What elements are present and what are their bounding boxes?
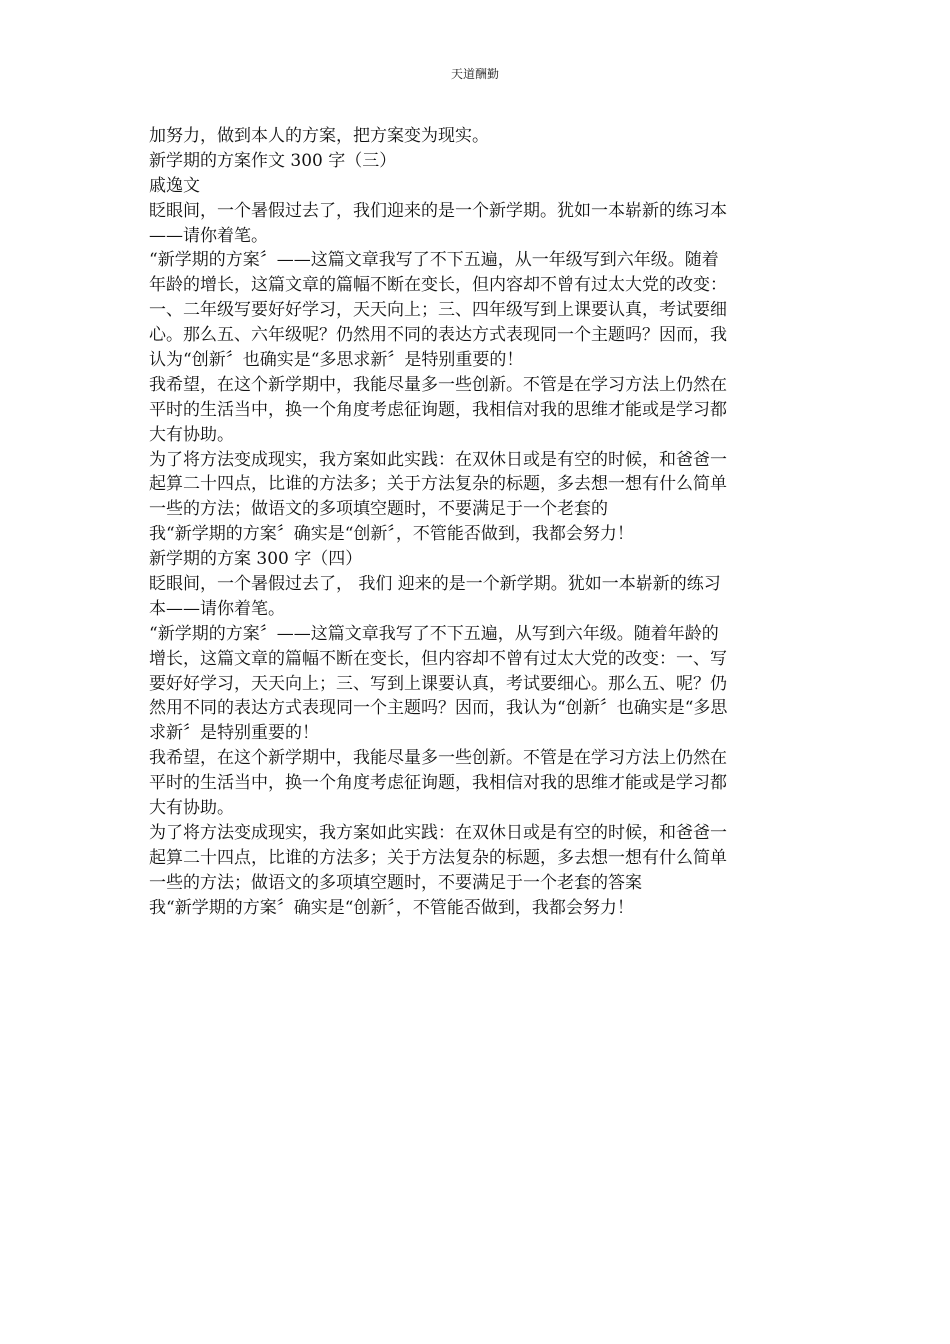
text-line: 一些的方法；做语文的多项填空题时，不要满足于一个老套的答案 [149, 872, 642, 893]
section-title: 新学期的方案 300 字（四） [149, 549, 363, 570]
text-line: 为了将方法变成现实，我方案如此实践：在双休日或是有空的时候，和爸爸一 [149, 449, 727, 470]
text-line: 增长，这篇文章的篇幅不断在变长，但内容却不曾有过太大党的改变：一、写 [149, 648, 727, 669]
text-line: ——请你着笔。 [149, 225, 268, 246]
page-header: 天道酬勤 [450, 67, 499, 81]
text-line: 然用不同的表达方式表现同一个主题吗？因而，我认为“创新〞也确实是“多思 [149, 698, 728, 719]
text-line: “新学期的方案〞——这篇文章我写了不下五遍，从写到六年级。随着年龄的 [149, 623, 719, 644]
text-line: 起算二十四点，比谁的方法多；关于方法复杂的标题，多去想一想有什么简单 [149, 474, 727, 495]
author-name: 戚逸文 [149, 175, 200, 196]
text-line: 我“新学期的方案〞确实是“创新〞，不管能否做到，我都会努力！ [149, 524, 634, 545]
text-line: 一、二年级写要好好学习，天天向上；三、四年级写到上课要认真，考试要细 [149, 300, 727, 321]
text-line: 起算二十四点，比谁的方法多；关于方法复杂的标题，多去想一想有什么简单 [149, 847, 727, 868]
text-line: 我“新学期的方案〞确实是“创新〞，不管能否做到，我都会努力！ [149, 897, 634, 918]
text-line: 为了将方法变成现实，我方案如此实践：在双休日或是有空的时候，和爸爸一 [149, 822, 727, 843]
text-line: 一些的方法；做语文的多项填空题时，不要满足于一个老套的 [149, 499, 608, 520]
text-line: 认为“创新〞也确实是“多思求新〞是特别重要的！ [149, 350, 524, 371]
text-line: 心。那么五、六年级呢？仍然用不同的表达方式表现同一个主题吗？因而，我 [149, 325, 727, 346]
text-line: 我希望，在这个新学期中，我能尽量多一些创新。不管是在学习方法上仍然在 [149, 748, 727, 769]
text-line: 求新〞是特别重要的！ [149, 723, 319, 744]
text-line: 本——请你着笔。 [149, 598, 285, 619]
text-line: 平时的生活当中，换一个角度考虑征询题，我相信对我的思维才能或是学习都 [149, 773, 727, 794]
document-body [149, 124, 801, 921]
text-line: 平时的生活当中，换一个角度考虑征询题，我相信对我的思维才能或是学习都 [149, 399, 727, 420]
section-title: 新学期的方案作文 300 字（三） [149, 150, 397, 171]
text-line: 加努力，做到本人的方案，把方案变为现实。 [149, 126, 489, 146]
text-line: 眨眼间，一个暑假过去了，我们迎来的是一个新学期。犹如一本崭新的练习本 [149, 200, 727, 221]
text-line: “新学期的方案〞——这篇文章我写了不下五遍，从一年级写到六年级。随着 [149, 250, 719, 271]
text-line: 要好好学习，天天向上；三、写到上课要认真，考试要细心。那么五、呢？仍 [149, 673, 727, 694]
text-line: 眨眼间，一个暑假过去了， 我们 迎来的是一个新学期。犹如一本崭新的练习 [149, 574, 721, 595]
text-line: 我希望，在这个新学期中，我能尽量多一些创新。不管是在学习方法上仍然在 [149, 374, 727, 395]
text-line: 大有协助。 [149, 798, 234, 819]
text-line: 年龄的增长，这篇文章的篇幅不断在变长，但内容却不曾有过太大党的改变： [149, 275, 727, 296]
text-line: 大有协助。 [149, 424, 234, 445]
